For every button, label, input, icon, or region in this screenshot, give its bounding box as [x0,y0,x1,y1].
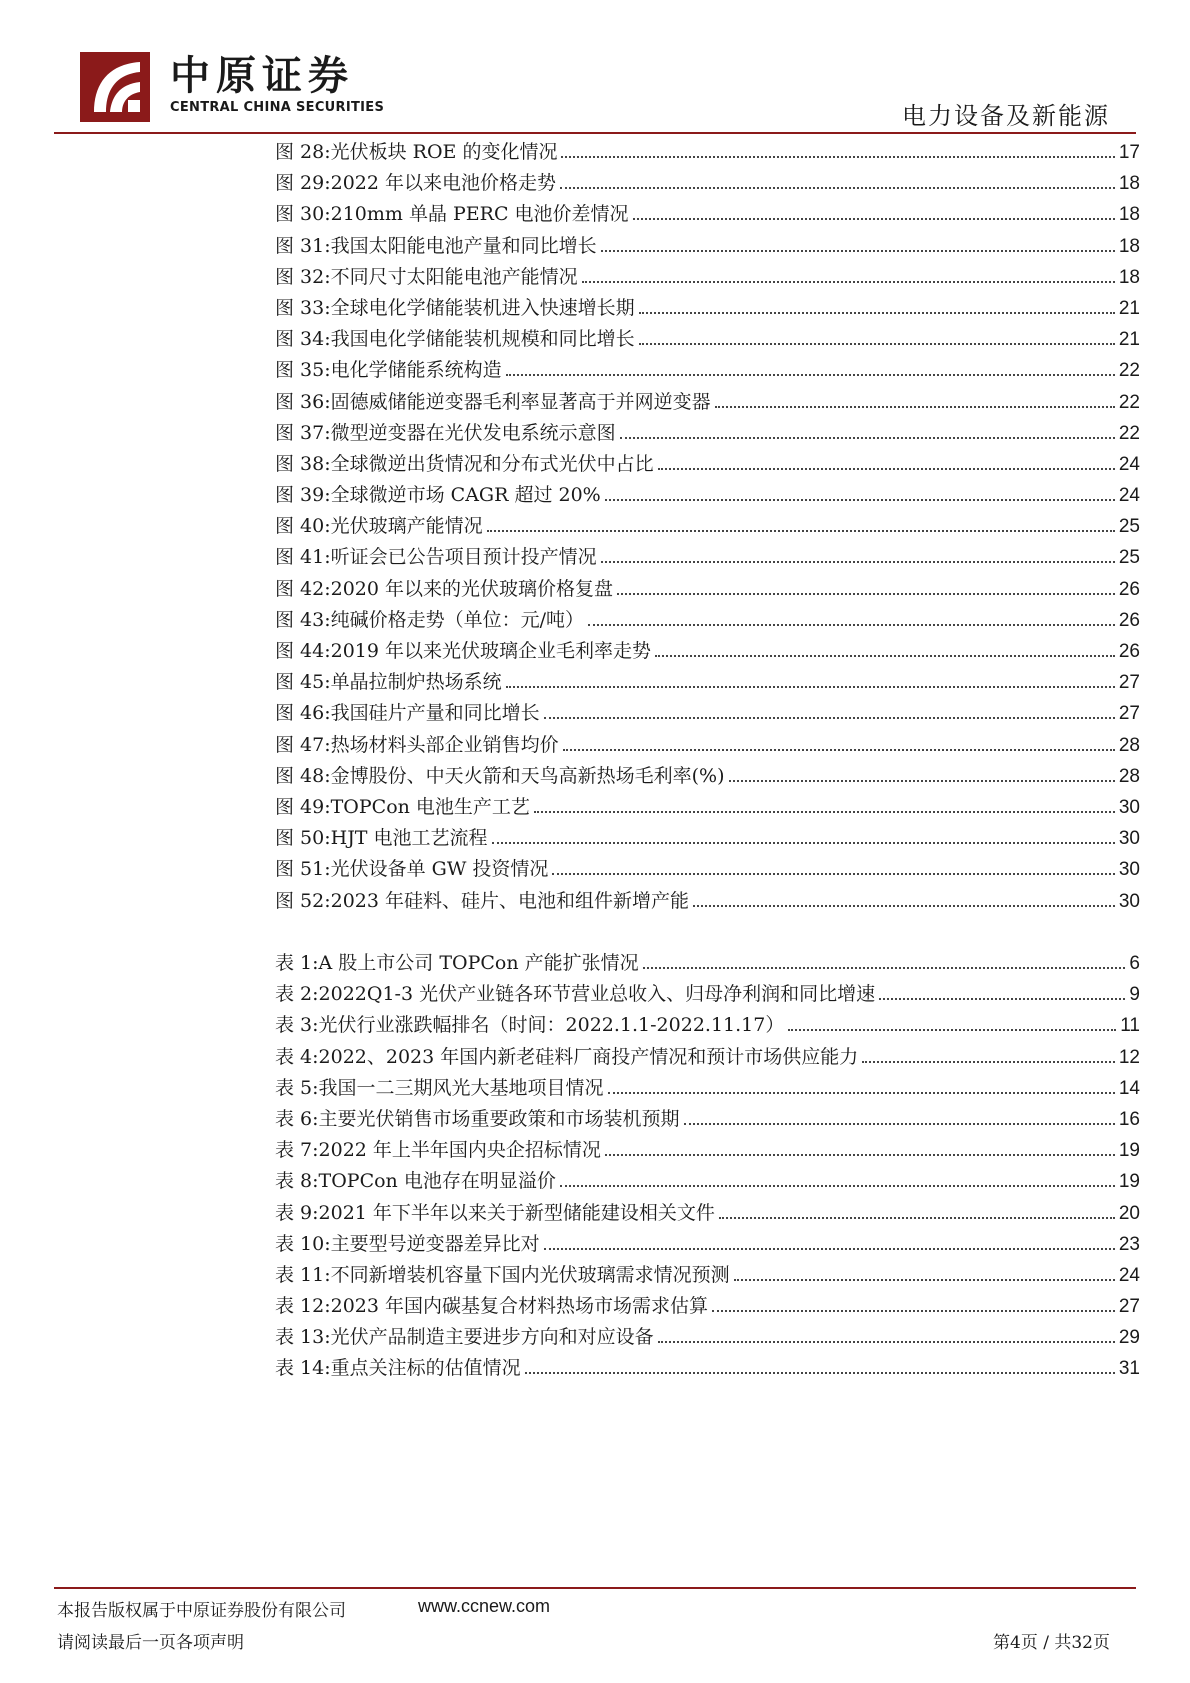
entry-page-number: 28 [1118,765,1140,787]
dot-leader [643,966,1126,969]
entry-label: 表 3: [275,1014,319,1037]
figure-index-entry[interactable] [275,480,1140,511]
dot-leader [715,405,1115,408]
page-header [0,0,1190,140]
dot-leader [658,467,1115,470]
entry-label: 表 10: [275,1232,331,1255]
entry-page-number: 25 [1118,516,1140,538]
entry-title: 2021 年下半年以来关于新型储能建设相关文件 [318,1201,715,1224]
dot-leader [563,748,1115,751]
entry-label: 图 41: [275,546,331,569]
entry-label: 表 7: [275,1139,319,1162]
dot-leader [639,311,1115,314]
entry-label: 图 35: [275,359,331,382]
figure-index-entry[interactable] [275,698,1140,729]
figure-index-entry[interactable] [275,324,1140,355]
section-title: 电力设备及新能源 [902,102,1110,130]
figure-index-entry[interactable] [275,792,1140,823]
entry-title: 全球微逆出货情况和分布式光伏中占比 [330,452,654,475]
entry-title: 2019 年以来光伏玻璃企业毛利率走势 [330,640,652,662]
figure-index-entry[interactable] [275,355,1140,386]
figure-index-entry[interactable] [275,823,1140,854]
entry-page-number: 11 [1120,1015,1140,1037]
entry-label: 表 1: [275,952,319,974]
entry-title: 主要光伏销售市场重要政策和市场装机预期 [318,1107,680,1130]
entry-title: 全球微逆市场 CAGR 超过 20% [330,484,601,507]
entry-label: 图 34: [275,328,331,351]
dot-leader [561,155,1114,158]
figure-index-entry[interactable] [275,387,1140,418]
entry-label: 图 47: [275,733,331,756]
dot-leader [693,904,1115,907]
dot-leader [544,716,1115,719]
entry-label: 图 45: [275,671,331,694]
entry-title: 光伏行业涨跌幅排名（时间：2022.1.1-2022.11.17） [318,1014,785,1037]
entry-title: TOPCon 电池存在明显溢价 [318,1170,556,1193]
figure-index-entry[interactable] [275,574,1140,605]
dot-leader [601,249,1115,252]
entry-title: 2022、2023 年国内新老硅料厂商投产情况和预计市场供应能力 [318,1045,859,1068]
entry-title: 电化学储能系统构造 [330,359,502,382]
figure-index-entry[interactable] [275,199,1140,230]
table-index-entry[interactable] [275,1042,1140,1073]
figure-index-entry[interactable] [275,418,1140,449]
dot-leader [658,1340,1115,1343]
entry-page-number: 16 [1118,1108,1140,1130]
table-index-entry[interactable] [275,1353,1140,1384]
entry-title: 金博股份、中天火箭和天鸟高新热场毛利率(%) [330,764,725,787]
dot-leader [534,810,1115,813]
table-index-entry[interactable] [275,1010,1140,1041]
entry-page-number: 18 [1118,266,1140,288]
dot-leader [712,1309,1115,1312]
entry-title: 重点关注标的估值情况 [330,1357,521,1380]
entry-title: 热场材料头部企业销售均价 [330,733,559,756]
figure-index-entry[interactable] [275,854,1140,885]
entry-label: 图 32: [275,265,331,288]
entry-page-number: 22 [1118,391,1140,413]
entry-label: 图 39: [275,484,331,507]
entry-title: 210mm 单晶 PERC 电池价差情况 [330,203,629,226]
table-index-entry[interactable] [275,1135,1140,1166]
entry-label: 图 28: [275,141,331,163]
dot-leader [655,654,1115,657]
figures-index-list [275,137,1140,917]
entry-page-number: 30 [1118,890,1140,912]
entry-page-number: 27 [1118,703,1140,725]
entry-title: 光伏设备单 GW 投资情况 [330,858,549,881]
tables-index-list [275,948,1140,1385]
footer-website-link[interactable]: www.ccnew.com [418,1596,551,1616]
figure-index-entry[interactable] [275,231,1140,262]
entry-page-number: 24 [1118,453,1140,475]
entry-title: 我国一二三期风光大基地项目情况 [318,1076,604,1099]
figure-index-entry[interactable] [275,636,1140,667]
entry-page-number: 28 [1118,734,1140,756]
dot-leader [492,841,1115,844]
entry-label: 图 42: [275,577,331,600]
entry-title: 2023 年硅料、硅片、电池和组件新增产能 [330,889,690,912]
entry-page-number: 18 [1118,204,1140,226]
logo-english-name: CENTRAL CHINA SECURITIES [170,100,385,115]
entry-page-number: 29 [1118,1327,1140,1349]
entry-title: 纯碱价格走势（单位：元/吨） [330,608,585,631]
entry-title: 不同新增装机容量下国内光伏玻璃需求情况预测 [330,1263,730,1286]
entry-title: 我国硅片产量和同比增长 [330,702,540,725]
table-index-entry[interactable] [275,1073,1140,1104]
entry-title: 我国电化学储能装机规模和同比增长 [330,328,635,351]
entry-label: 图 48: [275,764,331,787]
entry-title: 2022Q1-3 光伏产业链各环节营业总收入、归母净利润和同比增速 [318,983,876,1006]
entry-label: 图 40: [275,515,331,538]
entry-page-number: 17 [1118,142,1140,163]
dot-leader [729,779,1115,782]
entry-title: TOPCon 电池生产工艺 [330,795,530,818]
entry-label: 图 36: [275,390,331,413]
dot-leader [506,685,1115,688]
entry-label: 表 2: [275,983,319,1006]
figure-index-entry[interactable] [275,449,1140,480]
dot-leader [605,498,1115,501]
dot-leader [560,186,1115,189]
figure-index-entry[interactable] [275,293,1140,324]
entry-title: 不同尺寸太阳能电池产能情况 [330,265,578,288]
figure-index-entry[interactable] [275,137,1140,168]
footer-divider [54,1587,1136,1589]
footer-page-number: 第4页 / 共32页 [993,1633,1110,1653]
entry-title: 光伏产品制造主要进步方向和对应设备 [330,1326,654,1349]
table-index-entry[interactable] [275,1198,1140,1229]
entry-label: 图 37: [275,421,331,444]
entry-label: 表 14: [275,1357,331,1380]
entry-label: 图 31: [275,234,331,257]
entry-page-number: 22 [1118,360,1140,382]
entry-label: 表 4: [275,1045,319,1068]
entry-page-number: 21 [1118,329,1140,351]
dot-leader [788,1028,1116,1031]
dot-leader [862,1060,1115,1063]
figure-index-entry[interactable] [275,667,1140,698]
dot-leader [639,342,1115,345]
dot-leader [719,1216,1115,1219]
entry-title: 2022 年以来电池价格走势 [330,172,557,195]
dot-leader [506,373,1115,376]
dot-leader [588,623,1115,626]
footer-copyright: 本报告版权属于中原证券股份有限公司 [57,1601,346,1621]
entry-title: 听证会已公告项目预计投产情况 [330,546,597,569]
entry-page-number: 14 [1118,1077,1140,1099]
dot-leader [552,872,1114,875]
entry-label: 表 13: [275,1326,331,1349]
entry-title: 单晶拉制炉热场系统 [330,671,502,694]
entry-label: 图 30: [275,203,331,226]
entry-label: 图 46: [275,702,331,725]
entry-title: 光伏板块 ROE 的变化情况 [330,141,558,163]
entry-page-number: 21 [1118,297,1140,319]
entry-label: 图 33: [275,296,331,319]
entry-title: 2022 年上半年国内央企招标情况 [318,1139,601,1162]
entry-page-number: 12 [1118,1046,1140,1068]
entry-title: 全球电化学储能装机进入快速增长期 [330,296,635,319]
dot-leader [487,529,1115,532]
dot-leader [617,592,1115,595]
entry-page-number: 18 [1118,235,1140,257]
figure-index-entry[interactable] [275,730,1140,761]
table-index-entry[interactable] [275,1166,1140,1197]
dot-leader [633,217,1115,220]
entry-page-number: 20 [1118,1202,1140,1224]
figure-index-entry[interactable] [275,761,1140,792]
entry-page-number: 30 [1118,859,1140,881]
entry-page-number: 19 [1118,1171,1140,1193]
entry-label: 图 51: [275,858,331,881]
entry-page-number: 27 [1118,1296,1140,1318]
dot-leader [525,1371,1115,1374]
figure-index-entry[interactable] [275,886,1140,917]
entry-page-number: 9 [1129,984,1140,1006]
dot-leader [608,1091,1115,1094]
entry-label: 图 29: [275,172,331,195]
table-index-entry[interactable] [275,979,1140,1010]
entry-page-number: 26 [1118,641,1140,662]
entry-title: 固德威储能逆变器毛利率显著高于并网逆变器 [330,390,711,413]
company-logo-icon [80,52,150,122]
entry-page-number: 27 [1118,672,1140,694]
entry-title: 2023 年国内碳基复合材料热场市场需求估算 [330,1295,709,1318]
entry-title: 我国太阳能电池产量和同比增长 [330,234,597,257]
entry-title: 主要型号逆变器差异比对 [330,1232,540,1255]
entry-label: 表 12: [275,1295,331,1318]
entry-label: 图 44: [275,640,331,662]
entry-title: 光伏玻璃产能情况 [330,515,483,538]
entry-title: 微型逆变器在光伏发电系统示意图 [330,421,616,444]
entry-label: 表 6: [275,1107,319,1130]
dot-leader [605,1153,1115,1156]
entry-label: 表 8: [275,1170,319,1193]
table-index-entry[interactable] [275,948,1140,979]
entry-label: 图 52: [275,889,331,912]
figure-index-entry[interactable] [275,605,1140,636]
entry-label: 表 9: [275,1201,319,1224]
entry-label: 表 5: [275,1076,319,1099]
dot-leader [601,560,1115,563]
entry-page-number: 24 [1118,1264,1140,1286]
table-index-entry[interactable] [275,1322,1140,1353]
entry-label: 图 43: [275,608,331,631]
entry-label: 表 11: [275,1263,331,1286]
dot-leader [582,280,1115,283]
header-divider [54,132,1136,134]
dot-leader [620,436,1115,439]
entry-label: 图 50: [275,827,331,850]
dot-leader [879,997,1125,1000]
entry-page-number: 30 [1118,828,1140,850]
table-index-entry[interactable] [275,1104,1140,1135]
entry-page-number: 26 [1118,609,1140,631]
table-index-entry[interactable] [275,1229,1140,1260]
entry-page-number: 26 [1118,578,1140,600]
entry-page-number: 19 [1118,1140,1140,1162]
figure-index-entry[interactable] [275,262,1140,293]
entry-page-number: 23 [1118,1233,1140,1255]
entry-page-number: 30 [1118,796,1140,818]
entry-title: A 股上市公司 TOPCon 产能扩张情况 [318,952,639,974]
entry-page-number: 22 [1118,422,1140,444]
entry-page-number: 25 [1118,547,1140,569]
entry-label: 图 49: [275,795,331,818]
logo-chinese-name: 中原证券 [170,53,354,99]
dot-leader [734,1278,1115,1281]
entry-page-number: 6 [1129,953,1140,974]
footer-disclaimer: 请阅读最后一页各项声明 [57,1633,244,1653]
table-index-entry[interactable] [275,1291,1140,1322]
dot-leader [684,1122,1115,1125]
figure-index-entry[interactable] [275,168,1140,199]
entry-label: 图 38: [275,452,331,475]
entry-page-number: 18 [1118,173,1140,195]
dot-leader [544,1247,1115,1250]
entry-title: HJT 电池工艺流程 [330,827,488,850]
table-index-entry[interactable] [275,1260,1140,1291]
figure-index-entry[interactable] [275,511,1140,542]
entry-title: 2020 年以来的光伏玻璃价格复盘 [330,577,614,600]
dot-leader [560,1184,1115,1187]
entry-page-number: 31 [1118,1358,1140,1380]
figure-index-entry[interactable] [275,542,1140,573]
entry-page-number: 24 [1118,485,1140,507]
